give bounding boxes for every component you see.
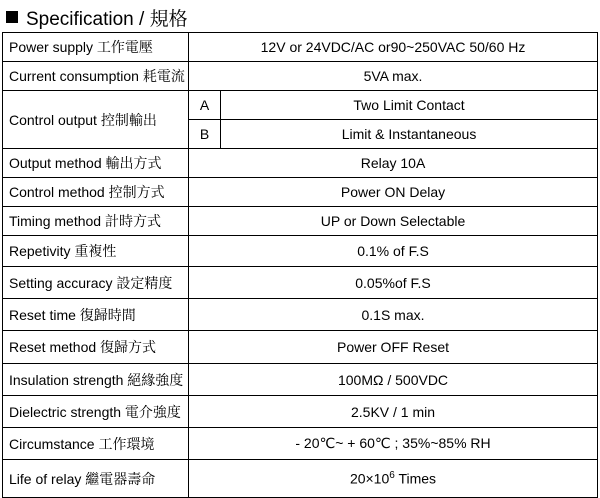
row-value: 5VA max. bbox=[189, 62, 598, 91]
row-label: Output method 輸出方式 bbox=[3, 149, 189, 178]
table-row bbox=[3, 460, 598, 498]
spec-title-text: Specification / 規格 bbox=[26, 8, 188, 30]
row-label: Control method 控制方式 bbox=[3, 178, 189, 207]
row-value: 0.05%of F.S bbox=[189, 267, 598, 299]
option-value: Two Limit Contact bbox=[221, 91, 598, 120]
table-row bbox=[3, 33, 598, 62]
table-row bbox=[3, 428, 598, 460]
row-value: Power OFF Reset bbox=[189, 331, 598, 364]
spec-title bbox=[4, 4, 188, 30]
option-value: Limit & Instantaneous bbox=[221, 120, 598, 149]
row-value: - 20℃~ + 60℃ ; 35%~85% RH bbox=[189, 428, 598, 460]
row-label: Reset time 復歸時間 bbox=[3, 299, 189, 331]
spec-table bbox=[2, 32, 598, 498]
table-row bbox=[3, 396, 598, 428]
row-label: Life of relay 繼電器壽命 bbox=[3, 460, 189, 498]
table-row bbox=[3, 62, 598, 91]
row-label: Control output 控制輸出 bbox=[3, 91, 189, 149]
row-label: Dielectric strength 電介強度 bbox=[3, 396, 189, 428]
row-label: Reset method 復歸方式 bbox=[3, 331, 189, 364]
row-value: Relay 10A bbox=[189, 149, 598, 178]
table-row bbox=[3, 267, 598, 299]
relay-life-base: 20×10 bbox=[349, 470, 390, 487]
table-row bbox=[3, 236, 598, 267]
row-label: Current consumption 耗電流 bbox=[3, 62, 189, 91]
table-row bbox=[3, 149, 598, 178]
relay-life-unit: Times bbox=[394, 470, 437, 487]
row-label: Timing method 計時方式 bbox=[3, 207, 189, 236]
table-row bbox=[3, 178, 598, 207]
square-bullet-icon bbox=[6, 11, 18, 23]
option-key: A bbox=[189, 91, 221, 120]
row-label: Insulation strength 絕緣強度 bbox=[3, 364, 189, 396]
row-label: Power supply 工作電壓 bbox=[3, 33, 189, 62]
row-value: 0.1% of F.S bbox=[189, 236, 598, 267]
row-value: 0.1S max. bbox=[189, 299, 598, 331]
row-value: UP or Down Selectable bbox=[189, 207, 598, 236]
table-row bbox=[3, 364, 598, 396]
relay-life-exponent: 6 bbox=[389, 470, 395, 482]
row-label: Setting accuracy 設定精度 bbox=[3, 267, 189, 299]
table-row bbox=[3, 331, 598, 364]
row-label: Repetivity 重複性 bbox=[3, 236, 189, 267]
row-value: 12V or 24VDC/AC or90~250VAC 50/60 Hz bbox=[189, 33, 598, 62]
table-row bbox=[3, 299, 598, 331]
table-row bbox=[3, 207, 598, 236]
row-value: 100MΩ / 500VDC bbox=[189, 364, 598, 396]
row-value: Power ON Delay bbox=[189, 178, 598, 207]
row-value: 2.5KV / 1 min bbox=[189, 396, 598, 428]
row-label: Circumstance 工作環境 bbox=[3, 428, 189, 460]
row-value bbox=[189, 460, 598, 498]
table-row bbox=[3, 91, 598, 120]
option-key: B bbox=[189, 120, 221, 149]
